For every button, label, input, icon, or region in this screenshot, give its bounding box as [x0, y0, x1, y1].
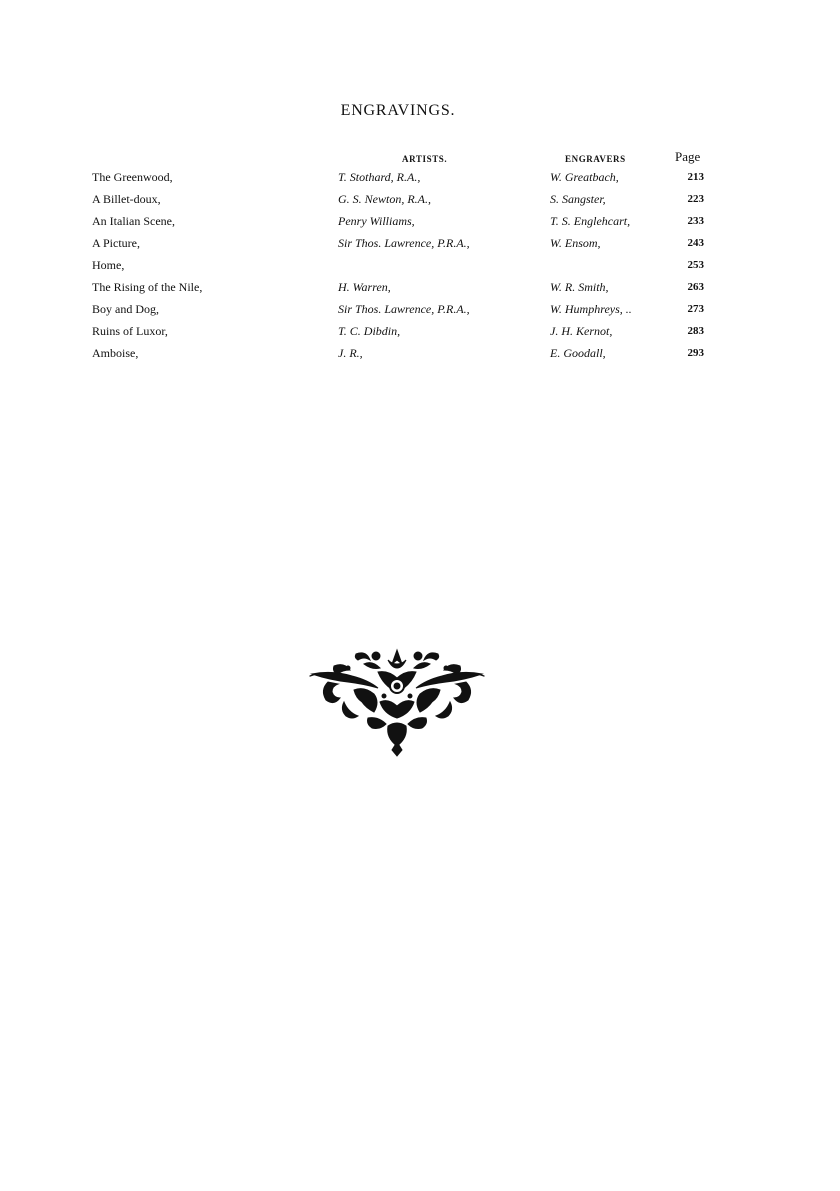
artist-name: T. Stothard, R.A.,: [338, 170, 421, 184]
engraving-title: Amboise,: [92, 346, 139, 360]
engraver-name: W. Humphreys, ..: [550, 302, 632, 316]
engraving-title: Boy and Dog,: [92, 302, 159, 316]
engraver-name: S. Sangster,: [550, 192, 606, 206]
page-number: 223: [687, 193, 704, 205]
table-row: [0, 321, 840, 343]
artist-name: Penry Williams,: [338, 214, 415, 228]
page-number: 253: [687, 259, 704, 271]
engraving-title: A Picture,: [92, 236, 140, 250]
engraving-title: Home,: [92, 258, 125, 272]
engraver-name: T. S. Englehcart,: [550, 214, 631, 228]
artist-name: Sir Thos. Lawrence, P.R.A.,: [338, 302, 470, 316]
table-row: [0, 167, 840, 189]
page-title: ENGRAVINGS.: [340, 102, 456, 119]
engraving-title: Ruins of Luxor,: [92, 324, 168, 338]
page-number: 283: [687, 325, 704, 337]
page-number: 233: [687, 215, 704, 227]
table-row: [0, 233, 840, 255]
artist-name: Sir Thos. Lawrence, P.R.A.,: [338, 236, 470, 250]
engraver-name: W. Ensom,: [550, 236, 601, 250]
artist-name: J. R.,: [338, 346, 363, 360]
artist-name: T. C. Dibdin,: [338, 324, 401, 338]
table-row: [0, 189, 840, 211]
floral-ornament-icon: [308, 646, 486, 758]
page-number: 293: [687, 347, 704, 359]
table-row: [0, 255, 840, 277]
page-number: 263: [687, 281, 704, 293]
table-header: [0, 148, 840, 168]
header-page: Page: [675, 149, 701, 164]
table-row: [0, 343, 840, 365]
artist-name: G. S. Newton, R.A.,: [338, 192, 431, 206]
table-row: [0, 277, 840, 299]
engraving-title: The Rising of the Nile,: [92, 280, 203, 294]
engravings-list: [0, 167, 840, 365]
engraver-name: J. H. Kernot,: [550, 324, 613, 338]
page-number: 213: [687, 171, 704, 183]
engraver-name: W. R. Smith,: [550, 280, 609, 294]
page-number: 243: [687, 237, 704, 249]
page-number: 273: [687, 303, 704, 315]
engraver-name: W. Greatbach,: [550, 170, 619, 184]
artist-name: H. Warren,: [338, 280, 391, 294]
table-row: [0, 299, 840, 321]
table-row: [0, 211, 840, 233]
engraving-title: An Italian Scene,: [92, 214, 175, 228]
header-engravers: ENGRAVERS: [565, 154, 626, 164]
engraving-title: The Greenwood,: [92, 170, 173, 184]
engraver-name: E. Goodall,: [550, 346, 606, 360]
header-artists: ARTISTS.: [402, 154, 448, 164]
engraving-title: A Billet-doux,: [92, 192, 161, 206]
